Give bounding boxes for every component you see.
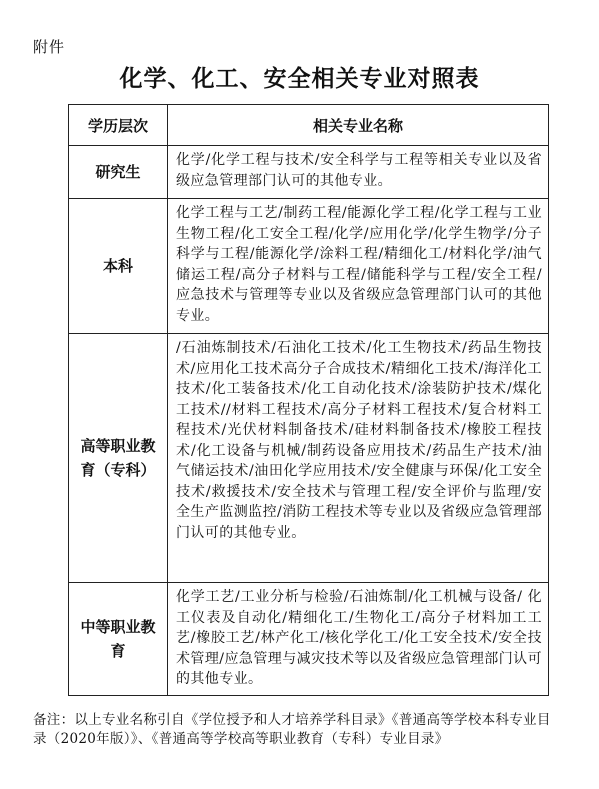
row-majors-higher-vocational: /石油炼制技术/石油化工技术/化工生物技术/药品生物技术/应用化工技术高分子合成技术/精细化工技术/海洋化工技术/化工装备技术/化工自动化技术/涂装防护技术/煤化工技术//材料工程技术/高分子材料工程技术/复合材料工程技术/光伏材料制备技术/硅材料制备技术/橡胶工程技术/化工设备与机械/制药设备应用技术/药品生产技术/油气储运技术/油田化学应用技术/安全健康与环保/化工安全技术/救援技术/安全技术与管理工程/安全评价与监理/安全生产监测监控/消防工程技术等专业以及省级应急管理部门认可的其他专业。 bbox=[168, 334, 549, 583]
column-header-majors: 相关专业名称 bbox=[168, 105, 549, 146]
table-row bbox=[69, 199, 549, 334]
document-title: 化学、化工、安全相关专业对照表 bbox=[119, 66, 480, 92]
row-level-graduate: 研究生 bbox=[69, 146, 168, 199]
majors-table bbox=[68, 104, 549, 696]
table-row bbox=[69, 146, 549, 199]
table-row bbox=[69, 583, 549, 696]
row-majors-graduate: 化学/化学工程与技术/安全科学与工程等相关专业以及省级应急管理部门认可的其他专业。 bbox=[168, 146, 549, 199]
footnote: 备注：以上专业名称引自《学位授予和人才培养学科目录》《普通高等学校本科专业目录（2020年版）》、《普通高等学校高等职业教育（专科）专业目录》 bbox=[33, 712, 551, 747]
attachment-label: 附件 bbox=[33, 38, 66, 56]
table-row bbox=[69, 334, 549, 583]
column-header-level: 学历层次 bbox=[69, 105, 168, 146]
row-level-secondary-vocational: 中等职业教育 bbox=[69, 583, 168, 696]
row-majors-secondary-vocational: 化学工艺/工业分析与检验/石油炼制/化工机械与设备/ 化工仪表及自动化/精细化工/生物化工/高分子材料加工工艺/橡胶工艺/林产化工/核化学化工/化工安全技术/安全技术管理/应急管理与减灾技术等以及省级应急管理部门认可的其他专业。 bbox=[168, 583, 549, 696]
table-header-row bbox=[69, 105, 549, 146]
row-level-undergraduate: 本科 bbox=[69, 199, 168, 334]
row-majors-undergraduate: 化学工程与工艺/制药工程/能源化学工程/化学工程与工业生物工程/化工安全工程/化学/应用化学/化学生物学/分子科学与工程/能源化学/涂料工程/精细化工/材料化学/油气储运工程/高分子材料与工程/储能科学与工程/安全工程/应急技术与管理等专业以及省级应急管理部门认可的其他专业。 bbox=[168, 199, 549, 334]
row-level-higher-vocational: 高等职业教育（专科） bbox=[69, 334, 168, 583]
